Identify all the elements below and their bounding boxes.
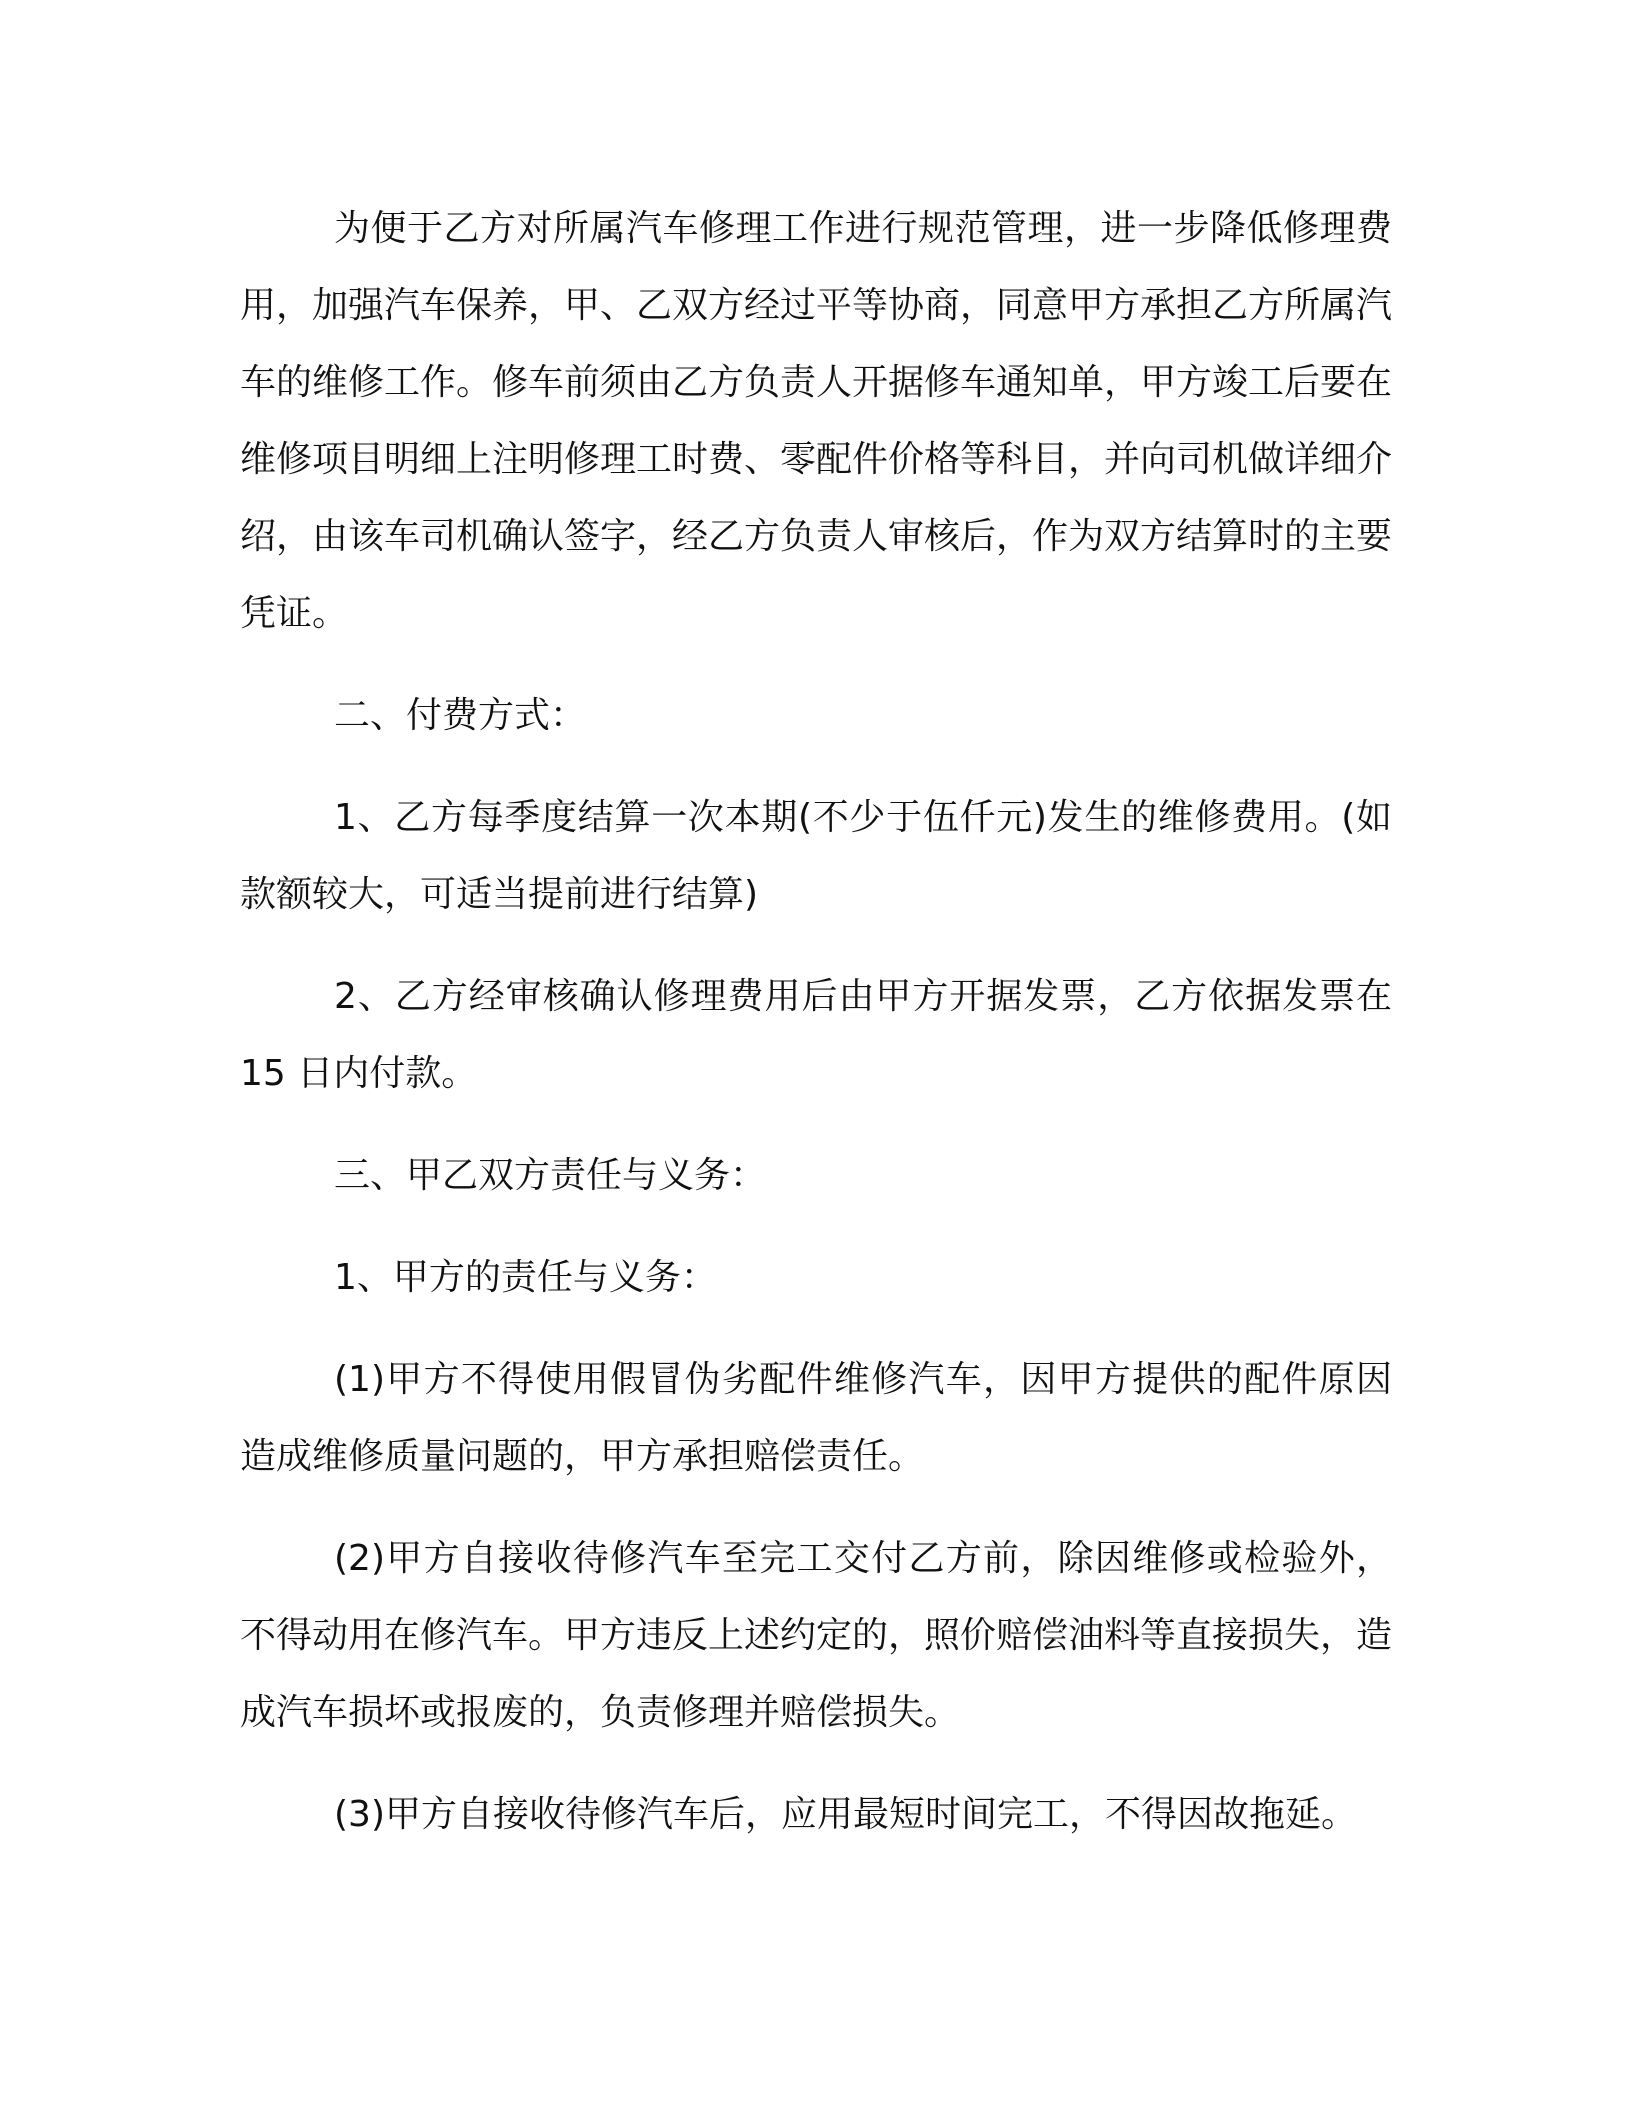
- paragraph-intro: 为便于乙方对所属汽车修理工作进行规范管理，进一步降低修理费用，加强汽车保养，甲、乙双方经过平等协商，同意甲方承担乙方所属汽车的维修工作。修车前须由乙方负责人开据修车通知单，甲方竣工后要在维修项目明细上注明修理工时费、零配件价格等科目，并向司机做详细介绍，由该车司机确认签字，经乙方负责人审核后，作为双方结算时的主要凭证。: [240, 208, 1393, 634]
- section-heading-payment: 二、付费方式：: [334, 695, 587, 736]
- document-body: [240, 190, 1392, 1878]
- paragraph-payment-2: 2、乙方经审核确认修理费用后由甲方开据发票，乙方依据发票在 15 日内付款。: [240, 976, 1392, 1094]
- section-heading-responsibilities: 三、甲乙双方责任与义务：: [334, 1155, 767, 1196]
- paragraph-party-a-1: (1)甲方不得使用假冒伪劣配件维修汽车，因甲方提供的配件原因造成维修质量问题的，甲方承担赔偿责任。: [240, 1359, 1392, 1477]
- paragraph-party-a-2: (2)甲方自接收待修汽车至完工交付乙方前，除因维修或检验外，不得动用在修汽车。甲方违反上述约定的，照价赔偿油料等直接损失，造成汽车损坏或报废的，负责修理并赔偿损失。: [240, 1538, 1393, 1733]
- paragraph-party-a-3: (3)甲方自接收待修汽车后，应用最短时间完工，不得因故拖延。: [334, 1794, 1357, 1835]
- subheading-party-a: 1、甲方的责任与义务：: [334, 1257, 717, 1298]
- paragraph-payment-1: 1、乙方每季度结算一次本期(不少于伍仟元)发生的维修费用。(如款额较大，可适当提前进行结算): [240, 797, 1392, 915]
